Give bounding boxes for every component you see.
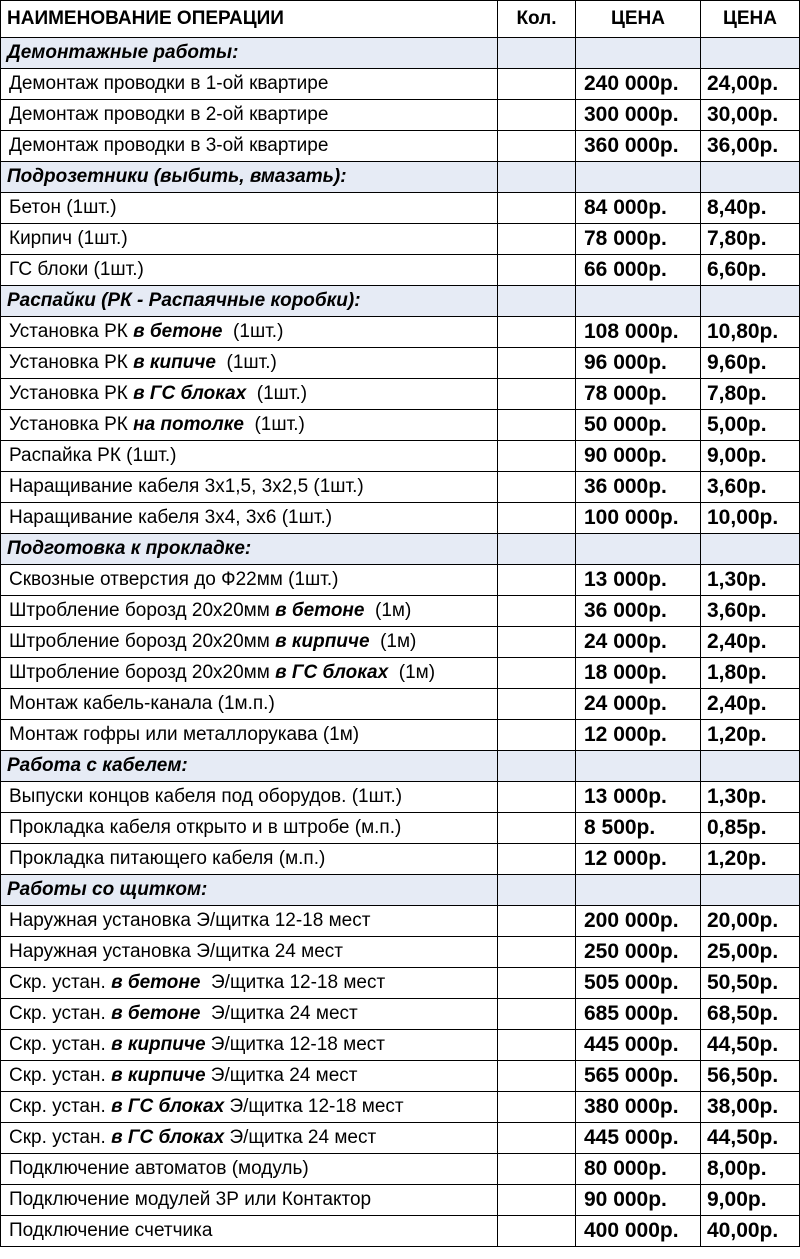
operation-name-text: Подключение счетчика <box>9 1220 213 1241</box>
table-row <box>1 906 800 937</box>
price-2: 8,40р. <box>701 193 800 224</box>
section-row <box>1 286 800 317</box>
operation-name <box>1 69 498 100</box>
table-row <box>1 1216 800 1247</box>
operation-name-emphasis: в кипиче <box>133 352 216 373</box>
operation-name <box>1 720 498 751</box>
operation-name-text: Штробление борозд 20х20мм <box>9 631 276 652</box>
operation-name-text: Выпуски концов кабеля под оборудов. (1шт.) <box>9 786 403 807</box>
operation-name-text: Демонтаж проводки в 2-ой квартире <box>9 104 329 125</box>
operation-name <box>1 1030 498 1061</box>
operation-name-text: Скр. устан. <box>9 1127 112 1148</box>
qty-cell <box>498 131 576 162</box>
price-1: 24 000р. <box>576 627 701 658</box>
table-row <box>1 441 800 472</box>
price-1: 24 000р. <box>576 689 701 720</box>
operation-name-text: Наружная установка Э/щитка 24 мест <box>9 941 343 962</box>
operation-name-text: ГС блоки (1шт.) <box>9 259 144 280</box>
table-row <box>1 100 800 131</box>
operation-name <box>1 472 498 503</box>
price-1: 84 000р. <box>576 193 701 224</box>
price-cell <box>576 38 701 69</box>
price-cell <box>576 875 701 906</box>
price-1: 78 000р. <box>576 224 701 255</box>
operation-name-text: Установка РК <box>9 352 134 373</box>
table-row <box>1 1092 800 1123</box>
header-price-1: ЦЕНА <box>576 1 701 38</box>
operation-name <box>1 379 498 410</box>
price-cell <box>576 162 701 193</box>
price-cell <box>701 38 800 69</box>
table-body <box>1 38 800 1247</box>
operation-name-text: Прокладка кабеля открыто и в штробе (м.п.) <box>9 817 402 838</box>
qty-cell <box>498 317 576 348</box>
table-row <box>1 844 800 875</box>
price-2: 36,00р. <box>701 131 800 162</box>
price-1: 66 000р. <box>576 255 701 286</box>
table-row <box>1 224 800 255</box>
operation-name-text: Скр. устан. <box>9 1034 112 1055</box>
operation-name-text: (1шт.) <box>222 321 284 342</box>
operation-name-text: Наружная установка Э/щитка 12-18 мест <box>9 910 371 931</box>
operation-name-text: Э/щитка 12-18 мест <box>205 1034 385 1055</box>
qty-cell <box>498 999 576 1030</box>
price-2: 10,00р. <box>701 503 800 534</box>
operation-name <box>1 565 498 596</box>
section-title: Работы со щитком: <box>1 875 498 906</box>
price-2: 1,20р. <box>701 844 800 875</box>
operation-name-emphasis: в ГС блоках <box>133 383 247 404</box>
operation-name <box>1 627 498 658</box>
operation-name <box>1 906 498 937</box>
price-2: 3,60р. <box>701 472 800 503</box>
price-2: 9,00р. <box>701 441 800 472</box>
table-row <box>1 410 800 441</box>
price-cell <box>701 875 800 906</box>
qty-cell <box>498 69 576 100</box>
price-2: 1,30р. <box>701 565 800 596</box>
qty-cell <box>498 1061 576 1092</box>
operation-name-emphasis: в кирпиче <box>111 1065 206 1086</box>
price-2: 8,00р. <box>701 1154 800 1185</box>
qty-cell <box>498 906 576 937</box>
price-1: 505 000р. <box>576 968 701 999</box>
price-2: 24,00р. <box>701 69 800 100</box>
price-2: 0,85р. <box>701 813 800 844</box>
operation-name-text: Установка РК <box>9 383 134 404</box>
price-1: 36 000р. <box>576 596 701 627</box>
operation-name-text: Кирпич (1шт.) <box>9 228 128 249</box>
price-cell <box>701 162 800 193</box>
header-price-2: ЦЕНА <box>701 1 800 38</box>
operation-name-emphasis: в ГС блоках <box>111 1127 225 1148</box>
operation-name-text: Э/щитка 12-18 мест <box>200 972 386 993</box>
operation-name <box>1 1092 498 1123</box>
table-row <box>1 1123 800 1154</box>
price-2: 2,40р. <box>701 627 800 658</box>
price-2: 68,50р. <box>701 999 800 1030</box>
operation-name <box>1 193 498 224</box>
price-2: 20,00р. <box>701 906 800 937</box>
price-1: 13 000р. <box>576 782 701 813</box>
section-row <box>1 162 800 193</box>
table-row <box>1 317 800 348</box>
section-title: Работа с кабелем: <box>1 751 498 782</box>
qty-cell <box>498 410 576 441</box>
operation-name <box>1 813 498 844</box>
table-row <box>1 1061 800 1092</box>
header-row <box>1 1 800 38</box>
qty-cell <box>498 1216 576 1247</box>
operation-name-text: Бетон (1шт.) <box>9 197 117 218</box>
operation-name-text: (1м) <box>369 631 417 652</box>
operation-name <box>1 441 498 472</box>
table-row <box>1 193 800 224</box>
operation-name-text: Прокладка питающего кабеля (м.п.) <box>9 848 326 869</box>
price-1: 108 000р. <box>576 317 701 348</box>
price-1: 78 000р. <box>576 379 701 410</box>
price-cell <box>576 751 701 782</box>
table-row <box>1 720 800 751</box>
operation-name-text: Монтаж гофры или металлорукава (1м) <box>9 724 360 745</box>
price-2: 5,00р. <box>701 410 800 441</box>
operation-name <box>1 1061 498 1092</box>
operation-name <box>1 596 498 627</box>
price-2: 7,80р. <box>701 224 800 255</box>
operation-name-text: Скр. устан. <box>9 1003 112 1024</box>
qty-cell <box>498 813 576 844</box>
price-1: 13 000р. <box>576 565 701 596</box>
section-row <box>1 534 800 565</box>
operation-name <box>1 658 498 689</box>
operation-name-text: Подключение модулей 3Р или Контактор <box>9 1189 372 1210</box>
qty-cell <box>498 937 576 968</box>
price-2: 3,60р. <box>701 596 800 627</box>
table-row <box>1 999 800 1030</box>
qty-cell <box>498 255 576 286</box>
section-title: Демонтажные работы: <box>1 38 498 69</box>
qty-cell <box>498 534 576 565</box>
section-row <box>1 875 800 906</box>
price-2: 30,00р. <box>701 100 800 131</box>
operation-name-text: Установка РК <box>9 321 134 342</box>
table-row <box>1 813 800 844</box>
price-2: 7,80р. <box>701 379 800 410</box>
price-1: 12 000р. <box>576 720 701 751</box>
qty-cell <box>498 782 576 813</box>
table-row <box>1 565 800 596</box>
price-1: 240 000р. <box>576 69 701 100</box>
section-title: Подрозетники (выбить, вмазать): <box>1 162 498 193</box>
header-name: НАИМЕНОВАНИЕ ОПЕРАЦИИ <box>1 1 498 38</box>
qty-cell <box>498 1092 576 1123</box>
operation-name-text: Э/щитка 24 мест <box>205 1065 358 1086</box>
operation-name-text: Установка РК <box>9 414 134 435</box>
table-row <box>1 658 800 689</box>
operation-name-emphasis: в кирпиче <box>111 1034 206 1055</box>
price-2: 40,00р. <box>701 1216 800 1247</box>
operation-name <box>1 317 498 348</box>
qty-cell <box>498 286 576 317</box>
operation-name-text: Скр. устан. <box>9 1096 112 1117</box>
qty-cell <box>498 224 576 255</box>
operation-name <box>1 100 498 131</box>
table-row <box>1 1154 800 1185</box>
qty-cell <box>498 1154 576 1185</box>
operation-name <box>1 782 498 813</box>
price-1: 250 000р. <box>576 937 701 968</box>
price-1: 12 000р. <box>576 844 701 875</box>
operation-name <box>1 224 498 255</box>
price-2: 1,30р. <box>701 782 800 813</box>
operation-name-emphasis: в бетоне <box>133 321 223 342</box>
qty-cell <box>498 503 576 534</box>
price-1: 100 000р. <box>576 503 701 534</box>
price-2: 44,50р. <box>701 1123 800 1154</box>
operation-name-text: (1шт.) <box>243 414 305 435</box>
operation-name-text: (1м) <box>388 662 436 683</box>
table-row <box>1 937 800 968</box>
price-1: 96 000р. <box>576 348 701 379</box>
price-2: 56,50р. <box>701 1061 800 1092</box>
operation-name-text: Монтаж кабель-канала (1м.п.) <box>9 693 275 714</box>
price-1: 445 000р. <box>576 1030 701 1061</box>
section-title: Подготовка к прокладке: <box>1 534 498 565</box>
price-1: 445 000р. <box>576 1123 701 1154</box>
operation-name-text: Демонтаж проводки в 1-ой квартире <box>9 73 329 94</box>
operation-name <box>1 410 498 441</box>
price-1: 685 000р. <box>576 999 701 1030</box>
price-2: 38,00р. <box>701 1092 800 1123</box>
price-2: 1,20р. <box>701 720 800 751</box>
section-title: Распайки (РК - Распаячные коробки): <box>1 286 498 317</box>
price-1: 200 000р. <box>576 906 701 937</box>
qty-cell <box>498 968 576 999</box>
price-cell <box>701 751 800 782</box>
qty-cell <box>498 689 576 720</box>
qty-cell <box>498 627 576 658</box>
price-1: 18 000р. <box>576 658 701 689</box>
table-row <box>1 627 800 658</box>
operation-name-text: Скр. устан. <box>9 1065 112 1086</box>
qty-cell <box>498 720 576 751</box>
price-2: 10,80р. <box>701 317 800 348</box>
price-2: 9,60р. <box>701 348 800 379</box>
qty-cell <box>498 38 576 69</box>
operation-name-text: Распайка РК (1шт.) <box>9 445 177 466</box>
price-2: 25,00р. <box>701 937 800 968</box>
price-1: 80 000р. <box>576 1154 701 1185</box>
qty-cell <box>498 162 576 193</box>
table-row <box>1 255 800 286</box>
operation-name <box>1 937 498 968</box>
operation-name-text: Скр. устан. <box>9 972 112 993</box>
price-2: 50,50р. <box>701 968 800 999</box>
qty-cell <box>498 441 576 472</box>
operation-name <box>1 348 498 379</box>
operation-name-text: (1шт.) <box>215 352 277 373</box>
price-1: 90 000р. <box>576 1185 701 1216</box>
price-2: 9,00р. <box>701 1185 800 1216</box>
price-1: 300 000р. <box>576 100 701 131</box>
qty-cell <box>498 1185 576 1216</box>
price-1: 50 000р. <box>576 410 701 441</box>
operation-name-text: Подключение автоматов (модуль) <box>9 1158 309 1179</box>
table-row <box>1 596 800 627</box>
price-2: 6,60р. <box>701 255 800 286</box>
operation-name <box>1 1185 498 1216</box>
price-2: 44,50р. <box>701 1030 800 1061</box>
table-row <box>1 379 800 410</box>
operation-name-emphasis: в ГС блоках <box>111 1096 225 1117</box>
operation-name-text: Наращивание кабеля 3х4, 3х6 (1шт.) <box>9 507 333 528</box>
qty-cell <box>498 751 576 782</box>
operation-name-emphasis: в бетоне <box>111 972 201 993</box>
price-cell <box>576 286 701 317</box>
price-cell <box>701 286 800 317</box>
qty-cell <box>498 658 576 689</box>
operation-name <box>1 1123 498 1154</box>
price-2: 2,40р. <box>701 689 800 720</box>
price-1: 380 000р. <box>576 1092 701 1123</box>
operation-name-text: Демонтаж проводки в 3-ой квартире <box>9 135 329 156</box>
qty-cell <box>498 1030 576 1061</box>
table-row <box>1 472 800 503</box>
operation-name-text: Э/щитка 12-18 мест <box>224 1096 404 1117</box>
table-row <box>1 689 800 720</box>
operation-name-emphasis: в бетоне <box>111 1003 201 1024</box>
section-row <box>1 38 800 69</box>
table-row <box>1 782 800 813</box>
qty-cell <box>498 379 576 410</box>
qty-cell <box>498 100 576 131</box>
price-1: 400 000р. <box>576 1216 701 1247</box>
table-row <box>1 348 800 379</box>
price-1: 90 000р. <box>576 441 701 472</box>
qty-cell <box>498 596 576 627</box>
table-row <box>1 968 800 999</box>
operation-name-text: (1м) <box>364 600 412 621</box>
price-1: 8 500р. <box>576 813 701 844</box>
qty-cell <box>498 472 576 503</box>
qty-cell <box>498 1123 576 1154</box>
qty-cell <box>498 875 576 906</box>
table-row <box>1 1030 800 1061</box>
price-2: 1,80р. <box>701 658 800 689</box>
price-cell <box>576 534 701 565</box>
operation-name-emphasis: в кирпиче <box>275 631 370 652</box>
table-row <box>1 1185 800 1216</box>
table-row <box>1 503 800 534</box>
header-qty: Кол. <box>498 1 576 38</box>
operation-name-text: Э/щитка 24 мест <box>224 1127 377 1148</box>
operation-name <box>1 1154 498 1185</box>
operation-name-text: (1шт.) <box>246 383 308 404</box>
table-row <box>1 131 800 162</box>
operation-name-text: Штробление борозд 20х20мм <box>9 662 276 683</box>
operation-name <box>1 689 498 720</box>
operation-name-text: Сквозные отверстия до Ф22мм (1шт.) <box>9 569 339 590</box>
table-row <box>1 69 800 100</box>
operation-name <box>1 1216 498 1247</box>
operation-name <box>1 844 498 875</box>
operation-name <box>1 503 498 534</box>
operation-name-emphasis: на потолке <box>133 414 244 435</box>
price-1: 360 000р. <box>576 131 701 162</box>
operation-name-text: Э/щитка 24 мест <box>200 1003 358 1024</box>
qty-cell <box>498 565 576 596</box>
operation-name <box>1 255 498 286</box>
operation-name <box>1 968 498 999</box>
price-1: 36 000р. <box>576 472 701 503</box>
operation-name-text: Штробление борозд 20х20мм <box>9 600 276 621</box>
price-cell <box>701 534 800 565</box>
qty-cell <box>498 193 576 224</box>
price-1: 565 000р. <box>576 1061 701 1092</box>
operation-name <box>1 999 498 1030</box>
section-row <box>1 751 800 782</box>
operation-name-text: Наращивание кабеля 3х1,5, 3х2,5 (1шт.) <box>9 476 364 497</box>
qty-cell <box>498 348 576 379</box>
operation-name-emphasis: в ГС блоках <box>275 662 389 683</box>
qty-cell <box>498 844 576 875</box>
operation-name <box>1 131 498 162</box>
operation-name-emphasis: в бетоне <box>275 600 365 621</box>
